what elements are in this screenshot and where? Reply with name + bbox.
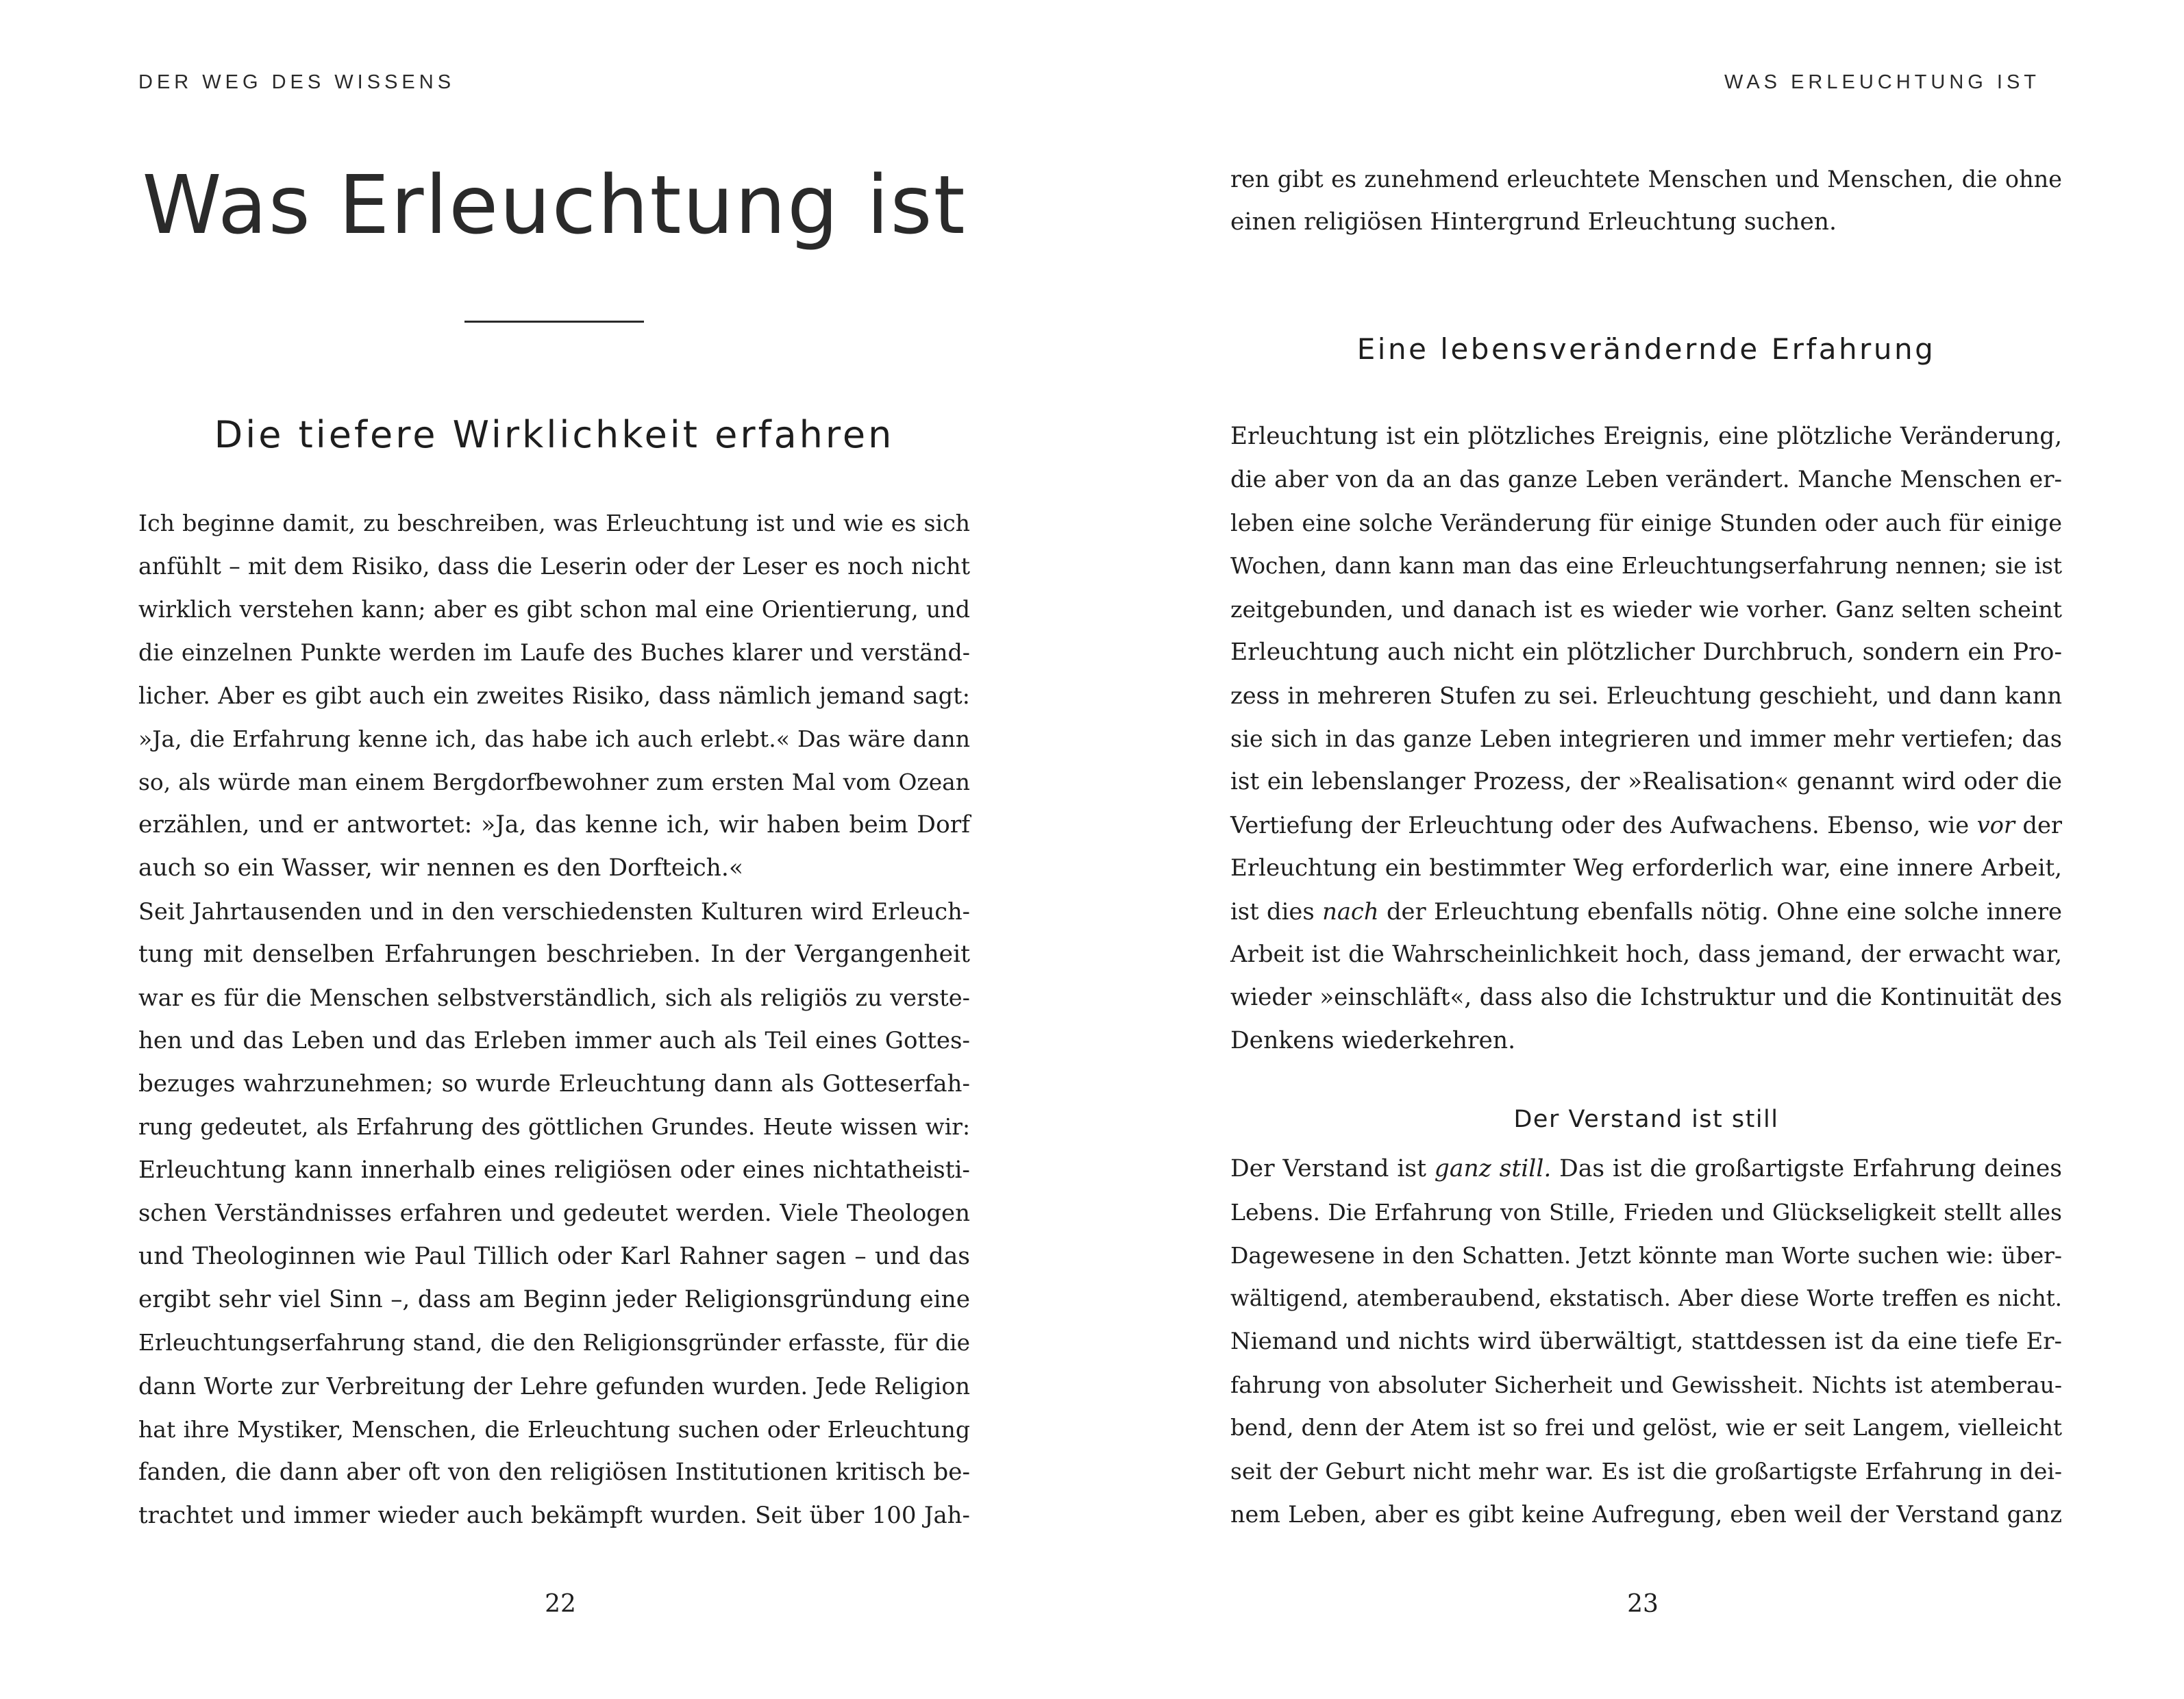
text-line: dann Worte zur Verbreitung der Lehre gefunden wurden. Jede Religion: [138, 1373, 970, 1400]
right-subsection-text: [1230, 1148, 2062, 1536]
text-line: leben eine solche Veränderung für einige Stunden oder auch für einige: [1230, 510, 2062, 536]
text-line: »Ja, die Erfahrung kenne ich, das habe ich auch erlebt.« Das wäre dann: [138, 726, 970, 752]
text-line: einen religiösen Hintergrund Erleuchtung suchen.: [1230, 208, 1837, 236]
text-line: hat ihre Mystiker, Menschen, die Erleuchtung suchen oder Erleuchtung: [138, 1416, 970, 1443]
text-line: licher. Aber es gibt auch ein zweites Risiko, dass nämlich jemand sagt:: [138, 682, 970, 709]
text-line: trachtet und immer wieder auch bekämpft wurden. Seit über 100 Jah-: [138, 1502, 970, 1529]
running-head-left: DER WEG DES WISSENS: [138, 71, 456, 93]
text-line: [1230, 1148, 2062, 1191]
emphasis-ganz-still: ganz still.: [1434, 1155, 1552, 1182]
text-line: Ich beginne damit, zu beschreiben, was Erleuchtung ist und wie es sich: [138, 510, 970, 536]
right-section-text: [1230, 415, 2062, 1063]
text-line: fahrung von absoluter Sicherheit und Gewissheit. Nichts ist atemberau-: [1230, 1372, 2062, 1398]
chapter-title: Was Erleuchtung ist: [142, 158, 967, 252]
text-line: ergibt sehr viel Sinn –, dass am Beginn jeder Religionsgründung eine: [138, 1286, 970, 1313]
text-fragment: der Erleuchtung ebenfalls nötig. Ohne eine solche innere: [1386, 898, 2062, 925]
text-line: fanden, die dann aber oft von den religiösen Institutionen kritisch be-: [138, 1459, 970, 1486]
text-line: so, als würde man einem Bergdorfbewohner zum ersten Mal vom Ozean: [138, 769, 970, 795]
title-divider: [464, 321, 644, 323]
text-line: auch so ein Wasser, wir nennen es den Dorfteich.«: [138, 854, 743, 882]
text-line: [1230, 890, 2062, 933]
text-line: zeitgebunden, und danach ist es wieder wie vorher. Ganz selten scheint: [1230, 596, 2062, 623]
text-line: tung mit denselben Erfahrungen beschrieben. In der Vergangenheit: [138, 941, 970, 968]
text-line: und Theologinnen wie Paul Tillich oder Karl Rahner sagen – und das: [138, 1243, 970, 1270]
right-page: [1092, 0, 2184, 1699]
text-line: wieder »einschläft«, dass also die Ichstruktur und die Kontinuität des: [1230, 984, 2062, 1011]
text-fragment: der: [2022, 812, 2062, 839]
running-head-right: WAS ERLEUCHTUNG IST: [1724, 71, 2040, 93]
text-line: ren gibt es zunehmend erleuchtete Menschen und Menschen, die ohne: [1230, 166, 2062, 193]
text-line: Dagewesene in den Schatten. Jetzt könnte man Worte suchen wie: über-: [1230, 1242, 2062, 1269]
text-line: schen Verständnisses erfahren und gedeutet werden. Viele Theologen: [138, 1200, 970, 1227]
text-line: zess in mehreren Stufen zu sei. Erleuchtung geschieht, und dann kann: [1230, 682, 2062, 709]
text-line: erzählen, und er antwortet: »Ja, das kenne ich, wir haben beim Dorf: [138, 811, 970, 839]
text-line: Erleuchtung auch nicht ein plötzlicher Durchbruch, sondern ein Pro-: [1230, 638, 2062, 666]
text-line: Erleuchtung kann innerhalb eines religiösen oder eines nichtatheisti-: [138, 1156, 970, 1184]
text-line: Erleuchtung ein bestimmter Weg erforderlich war, eine innere Arbeit,: [1230, 854, 2062, 882]
text-fragment: Das ist die großartigste Erfahrung deines: [1559, 1155, 2062, 1182]
text-line: Niemand und nichts wird überwältigt, stattdessen ist da eine tiefe Er-: [1230, 1328, 2062, 1355]
text-line: wirklich verstehen kann; aber es gibt schon mal eine Orientierung, und: [138, 596, 970, 623]
text-fragment: Vertiefung der Erleuchtung oder des Aufwachens. Ebenso, wie: [1230, 812, 1970, 839]
text-line: [1230, 804, 2062, 847]
left-body-text: [138, 501, 970, 1537]
text-line: sie sich in das ganze Leben integrieren und immer mehr vertiefen; das: [1230, 726, 2062, 752]
text-line: Denkens wiederkehren.: [1230, 1027, 1516, 1054]
text-line: Seit Jahrtausenden und in den verschiedensten Kulturen wird Erleuch-: [138, 898, 970, 925]
text-line: Erleuchtung ist ein plötzliches Ereignis, eine plötzliche Veränderung,: [1230, 423, 2062, 450]
text-line: seit der Geburt nicht mehr war. Es ist die großartigste Erfahrung in dei-: [1230, 1458, 2062, 1485]
page-number-right: 23: [1627, 1590, 1659, 1618]
emphasis-vor: vor: [1976, 812, 2015, 839]
text-line: Lebens. Die Erfahrung von Stille, Frieden und Glückseligkeit stellt alles: [1230, 1199, 2062, 1226]
page-number-left: 22: [545, 1590, 576, 1618]
emphasis-nach: nach: [1322, 898, 1379, 925]
text-line: hen und das Leben und das Erleben immer auch als Teil eines Gottes-: [138, 1027, 970, 1054]
text-line: ist ein lebenslanger Prozess, der »Realisation« genannt wird oder die: [1230, 768, 2062, 795]
section-heading-tiefere-wirklichkeit: Die tiefere Wirklichkeit erfahren: [214, 413, 895, 456]
text-fragment: Der Verstand ist: [1230, 1155, 1426, 1182]
text-line: war es für die Menschen selbstverständlich, sich als religiös zu verste-: [138, 984, 970, 1011]
text-line: die aber von da an das ganze Leben verändert. Manche Menschen er-: [1230, 466, 2062, 493]
text-line: Wochen, dann kann man das eine Erleuchtungserfahrung nennen; sie ist: [1230, 553, 2062, 579]
text-line: wältigend, atemberaubend, ekstatisch. Aber diese Worte treffen es nicht.: [1230, 1285, 2062, 1311]
text-line: Erleuchtungserfahrung stand, die den Religionsgründer erfasste, für die: [138, 1330, 970, 1356]
text-line: die einzelnen Punkte werden im Laufe des Buches klarer und verständ-: [138, 639, 970, 666]
right-continued-text: [1230, 158, 2062, 244]
section-heading-lebensveraendernde-erfahrung: Eine lebensverändernde Erfahrung: [1356, 332, 1936, 366]
text-line: rung gedeutet, als Erfahrung des göttlichen Grundes. Heute wissen wir:: [138, 1114, 970, 1140]
text-line: bezuges wahrzunehmen; so wurde Erleuchtung dann als Gotteserfah-: [138, 1070, 970, 1097]
text-line: anfühlt – mit dem Risiko, dass die Leserin oder der Leser es noch nicht: [138, 553, 970, 580]
text-line: nem Leben, aber es gibt keine Aufregung, eben weil der Verstand ganz: [1230, 1501, 2062, 1528]
text-line: bend, denn der Atem ist so frei und gelöst, wie er seit Langem, vielleicht: [1230, 1415, 2062, 1441]
text-line: Arbeit ist die Wahrscheinlichkeit hoch, dass jemand, der erwacht war,: [1230, 941, 2062, 968]
subsection-heading-verstand-still: Der Verstand ist still: [1513, 1106, 1779, 1133]
text-fragment: ist dies: [1230, 898, 1315, 925]
